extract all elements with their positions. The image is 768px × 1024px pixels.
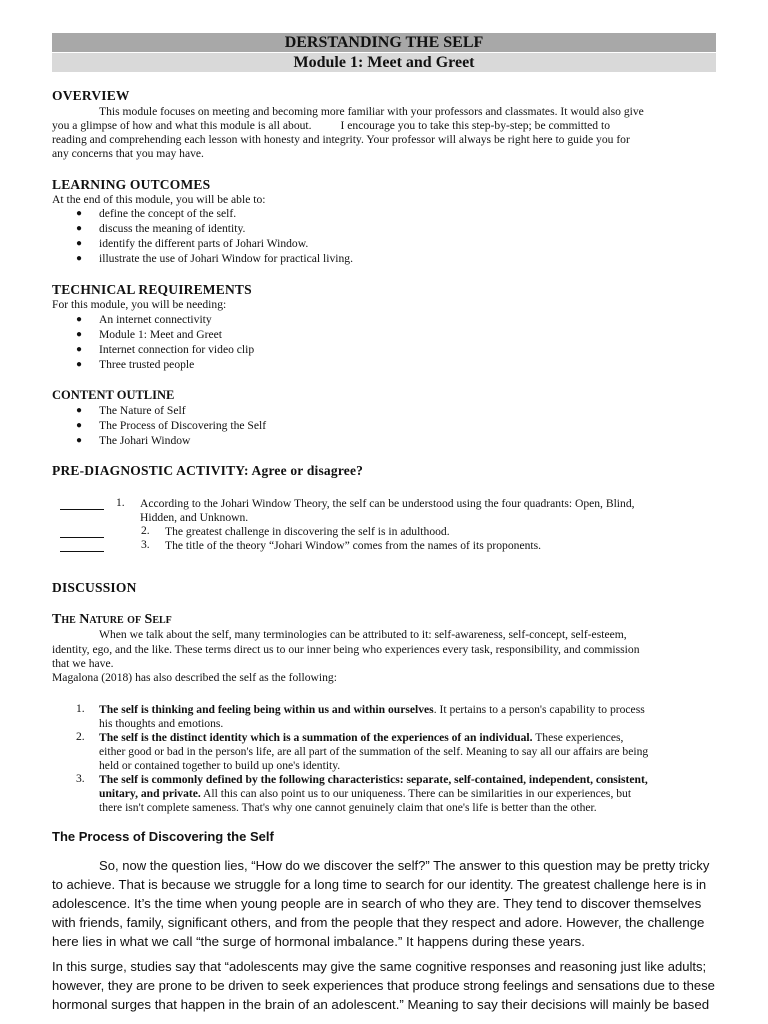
overview-line-2: you a glimpse of how and what this module is all about. I encourage you to take this step-by-step; be committed to bbox=[52, 119, 611, 132]
content-outline-heading: CONTENT OUTLINE bbox=[52, 388, 175, 402]
self-definition-2 bbox=[99, 730, 716, 745]
overview-heading: OVERVIEW bbox=[52, 88, 130, 103]
self-definition-2-bold: The self is the distinct identity which is a summation of the experiences of an individual. bbox=[99, 731, 533, 744]
technical-requirements-heading: TECHNICAL REQUIREMENTS bbox=[52, 282, 252, 297]
bullet-icon: ● bbox=[76, 420, 83, 431]
list-number: 2. bbox=[76, 730, 85, 743]
outline-item: The Process of Discovering the Self bbox=[99, 419, 267, 432]
process-line-5: here lies in what we call “the surge of hormonal imbalance.” It happens during these years. bbox=[52, 934, 585, 949]
pre-diagnostic-item-1-line-2: Hidden, and Unknown. bbox=[140, 511, 249, 524]
requirement-item: Internet connection for video clip bbox=[99, 343, 255, 356]
list-number: 1. bbox=[76, 702, 85, 715]
item-number: 2. bbox=[141, 524, 150, 537]
nature-line-3: that we have. bbox=[52, 657, 114, 670]
self-definition-2-line-3: held or contained together to build up one's identity. bbox=[99, 759, 341, 772]
answer-blank-3[interactable] bbox=[60, 551, 104, 552]
overview-line-4: any concerns that you may have. bbox=[52, 147, 204, 160]
requirement-item: Three trusted people bbox=[99, 358, 195, 371]
item-number: 3. bbox=[141, 538, 150, 551]
answer-blank-2[interactable] bbox=[60, 537, 104, 538]
requirement-item: Module 1: Meet and Greet bbox=[99, 328, 222, 341]
technical-requirements-intro: For this module, you will be needing: bbox=[52, 298, 227, 311]
nature-of-self-heading: The Nature of Self bbox=[52, 612, 172, 627]
bullet-icon: ● bbox=[76, 208, 83, 219]
bullet-icon: ● bbox=[76, 329, 83, 340]
bullet-icon: ● bbox=[76, 238, 83, 249]
discussion-heading: DISCUSSION bbox=[52, 580, 137, 595]
process-para2-line-3: hormonal surges that happen in the brain of an adolescent.” Meaning to say their decisions will mainly be based bbox=[52, 997, 710, 1012]
learning-outcomes-heading: LEARNING OUTCOMES bbox=[52, 177, 211, 192]
process-line-3: adolescence. It’s the time when young people are in search of who they are. They tend to discover themselves bbox=[52, 896, 702, 911]
bullet-icon: ● bbox=[76, 314, 83, 325]
document-title: DERSTANDING THE SELF bbox=[52, 33, 716, 52]
self-definition-3: The self is commonly defined by the following characteristics: separate, self-contained, independent, consistent, bbox=[99, 773, 648, 786]
requirement-item: An internet connectivity bbox=[99, 313, 212, 326]
bullet-icon: ● bbox=[76, 253, 83, 264]
answer-blank-1[interactable] bbox=[60, 509, 104, 510]
learning-outcome-item: define the concept of the self. bbox=[99, 207, 237, 220]
pre-diagnostic-heading: PRE-DIAGNOSTIC ACTIVITY: Agree or disagree? bbox=[52, 463, 364, 478]
self-definition-1 bbox=[99, 702, 716, 717]
overview-line-3: reading and comprehending each lesson with honesty and integrity. Your professor will always be right here to guide you for bbox=[52, 133, 630, 146]
self-definition-1-bold: The self is thinking and feeling being within us and within ourselves bbox=[99, 703, 434, 716]
self-definition-1-rest: . It pertains to a person's capability to process bbox=[433, 703, 645, 716]
module-title: Module 1: Meet and Greet bbox=[52, 53, 716, 72]
self-definition-3-line-3: there isn't complete sameness. That's why one cannot genuinely claim that one's life is better than the other. bbox=[99, 801, 597, 814]
process-heading: The Process of Discovering the Self bbox=[52, 829, 274, 844]
nature-line-4: Magalona (2018) has also described the self as the following: bbox=[52, 671, 337, 684]
nature-line-1: When we talk about the self, many terminologies can be attributed to it: self-awareness, self-concept, self-esteem, bbox=[99, 628, 627, 641]
learning-outcome-item: discuss the meaning of identity. bbox=[99, 222, 246, 235]
process-line-2: to achieve. That is because we struggle for a long time to search for our identity. The greatest challenge here is in bbox=[52, 877, 707, 892]
item-number: 1. bbox=[116, 496, 125, 509]
pre-diagnostic-item-2: The greatest challenge in discovering the self is in adulthood. bbox=[165, 525, 450, 538]
bullet-icon: ● bbox=[76, 359, 83, 370]
nature-line-2: identity, ego, and the like. These terms direct us to our inner being who experiences every task, responsibility, and commission bbox=[52, 643, 640, 656]
learning-outcome-item: identify the different parts of Johari Window. bbox=[99, 237, 309, 250]
pre-diagnostic-item-3: The title of the theory “Johari Window” comes from the names of its proponents. bbox=[165, 539, 542, 552]
self-definition-3-line-2 bbox=[99, 786, 716, 801]
bullet-icon: ● bbox=[76, 223, 83, 234]
list-number: 3. bbox=[76, 772, 85, 785]
self-definition-2-rest: These experiences, bbox=[532, 731, 624, 744]
overview-line-1: This module focuses on meeting and becoming more familiar with your professors and classmates. It would also give bbox=[99, 105, 644, 118]
self-definition-2-line-2: either good or bad in the person's life, are all part of the summation of the self. Meaning to say all our affairs are being bbox=[99, 745, 649, 758]
outline-item: The Nature of Self bbox=[99, 404, 186, 417]
process-para2-line-1: In this surge, studies say that “adolescents may give the same cognitive responses and reasoning just like adults; bbox=[52, 959, 707, 974]
process-para2-line-2: however, they are prone to be driven to seek experiences that produce strong feelings and sensations due to these bbox=[52, 978, 715, 993]
process-line-4: with friends, family, significant others, and from the people that they respect and adore. However, the challenge bbox=[52, 915, 705, 930]
learning-outcomes-intro: At the end of this module, you will be able to: bbox=[52, 193, 266, 206]
outline-item: The Johari Window bbox=[99, 434, 191, 447]
learning-outcome-item: illustrate the use of Johari Window for practical living. bbox=[99, 252, 353, 265]
self-definition-3-rest: All this can also point us to our uniqueness. There can be similarities in our experiences, but bbox=[200, 787, 632, 800]
self-definition-1-line-2: his thoughts and emotions. bbox=[99, 717, 224, 730]
bullet-icon: ● bbox=[76, 435, 83, 446]
bullet-icon: ● bbox=[76, 344, 83, 355]
self-definition-3-bold-2: unitary, and private. bbox=[99, 787, 201, 800]
process-line-1: So, now the question lies, “How do we discover the self?” The answer to this question may be pretty tricky bbox=[99, 858, 710, 873]
bullet-icon: ● bbox=[76, 405, 83, 416]
pre-diagnostic-item-1-line-1: According to the Johari Window Theory, the self can be understood using the four quadrants: Open, Blind, bbox=[140, 497, 635, 510]
